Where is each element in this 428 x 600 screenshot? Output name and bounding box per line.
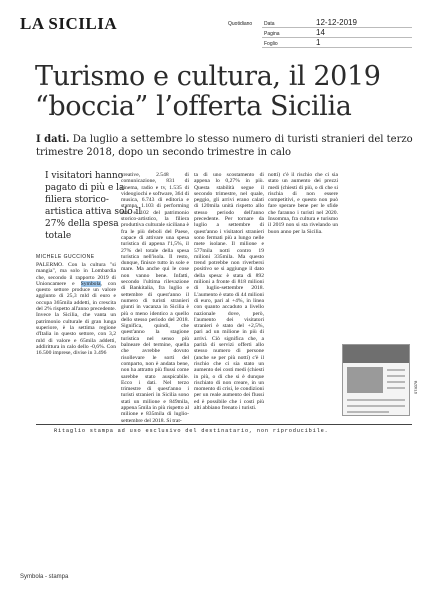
headline-line-2: “boccia” l’offerta Sicilia [35, 91, 352, 122]
article-headline [35, 62, 415, 122]
thumbnail-text-line [387, 369, 405, 371]
newspaper-masthead: LA SICILIA [20, 14, 118, 33]
article-column-2: creative, 2.548 di comunicazione, 831 di cinema, radio e tv, 1.535 di videogiochi e software, 364 di musica, 6.743 di editoria e stampa, 1.103 di performing arts e 102 del patrimonio storico-artistico, la filiera produttiva culturale siciliana è fra le più deboli del Paese, capace di attivare una spesa turistica di appena l'1,5%, il 27% del totale della spesa turistica nell'isola. Il resto, dunque, finisce tutto in sole e mare. Ma anche qui le cose non vanno bene. Infatti, secondo l'ultima rilevazione di Bankitalia, fra luglio e settembre di quest'anno il numero di turisti stranieri giunti in vacanza in Sicilia è più o meno identico a quello dello stesso periodo del 2018. Significa, quindi, che quest'anno la stagione turistica nel senso più balneare del termine, quella che avrebbe dovuto risollevare le sorti del comparto, non è andata bene, non ha attratto più flussi come sarebbe stato auspicabile. Ecco i dati. Nel terzo trimestre di quest'anno i turisti stranieri in Sicilia sono stati un milione e 849mila, appena 5mila in più rispetto al milione e 835mila di luglio-settembre del 2018. Si trat- [121, 172, 189, 424]
meta-label: Pagina [264, 31, 280, 37]
meta-row-page [262, 28, 412, 38]
thumbnail-text-line [347, 399, 405, 401]
column-text: , con questo settore produce un valore aggiunto di 25,3 mld di euro e occupa 365mila addetti, in crescita del 2% rispetto all'anno precedente. Invece la Sicilia, che vanta un patrimonio culturale di gran lunga superiore, è la settima regione d'Italia in questo settore, con 3,2 mld di valore e 65mila addetti, addirittura in calo dello -0,6%. Con 16.500 imprese, divise in 3.496 [36, 280, 116, 357]
thumbnail-header-band [343, 345, 409, 363]
meta-value: 12-12-2019 [316, 18, 357, 27]
reproduction-disclaimer: Ritaglio stampa ad uso esclusivo del destinatario, non riproducibile. [54, 428, 329, 434]
thumbnail-photo [347, 367, 383, 393]
highlighted-keyword: Symbola [80, 280, 101, 287]
article-subheadline [36, 134, 416, 159]
clipping-metadata-box [262, 18, 412, 48]
thumbnail-text-line [347, 405, 405, 407]
thumbnail-text-line [387, 375, 405, 377]
clipping-code: 074078 [413, 380, 418, 394]
meta-label: Data [264, 21, 275, 27]
footer-source-label: Symbola - stampa [20, 574, 69, 580]
subhead-lead: I dati. [36, 134, 70, 145]
article-column-4: notti) c'è il rischio che ci sia stato un aumento dei prezzi medi (chiesti di più, o di che si rischia di non essere competitivi, e questo non può fare sperare bene per le sfide che faranno i turisti nel 2020. Insomma, fra cultura e turismo il 2019 non si sta rivelando un buon anno per la Sicilia. [268, 172, 338, 235]
article-column-3: ta di uno scostamento di appena lo 0,27% in più. Questa stabilità segue il secondo trimestre, nel quale, peggio, gli arrivi erano calati di 120mila unità rispetto allo stesso periodo dell'anno precedente. Per tornare da luglio a settembre di quest'anno i visitatori stranieri sono fermati più a lungo nelle mete isolane. Il milione e 577mila notti contro 19 milioni 335mila. Ma questo trend potrebbe non riverbersi positivo se si aggiunge il dato della spesa: è stata di 892 milioni a fronte di 818 milioni di luglio-settembre 2018. L'aumento è stato di 44 milioni di euro, pari al +4%, in linea con quanto accaduto a livello nazionale dove, però, l'aumento dei visitatori stranieri è stato del +2,5%, pari ad un milione in più di arrivi. Ciò significa che, a parità di servizi offerti allo stesso numero di persone (anche se per più notti) c'è il rischio che ci sia stato un aumento dei costi medi (chiesti in più, o di che si è dunque rischiato di non creare, in un momento di crisi, le condizioni per un reale aumento dei flussi ed è possibile che i costi più alti abbiano frenato i turisti. [194, 172, 264, 411]
headline-line-1: Turismo e cultura, il 2019 [35, 61, 381, 92]
meta-value: 14 [316, 28, 325, 37]
thumbnail-text-line [347, 411, 389, 413]
thumbnail-text-line [387, 381, 405, 383]
meta-row-date [262, 18, 412, 28]
subhead-text: Da luglio a settembre lo stesso numero di turisti stranieri del terzo trimestre 2018, dopo un secondo trimestre in calo [36, 134, 413, 158]
divider [36, 424, 412, 425]
pull-quote: I visitatori hanno pagato di più e la filiera storico-artistica attiva solo il 27% della spesa totale [45, 171, 142, 241]
author-byline: MICHELE GUCCIONE [36, 254, 95, 260]
article-column-1 [36, 262, 116, 382]
meta-value: 1 [316, 38, 321, 47]
meta-row-sheet [262, 38, 412, 48]
publication-type-label: Quotidiano [228, 21, 253, 27]
thumbnail-text-line [387, 387, 405, 389]
column-text: PALERMO. Con la cultura "si mangia", ma solo in Lombardia che, secondo il rapporto 2019 di Unioncamere e [36, 262, 116, 287]
meta-label: Foglio [264, 41, 278, 47]
page-thumbnail [342, 344, 410, 416]
